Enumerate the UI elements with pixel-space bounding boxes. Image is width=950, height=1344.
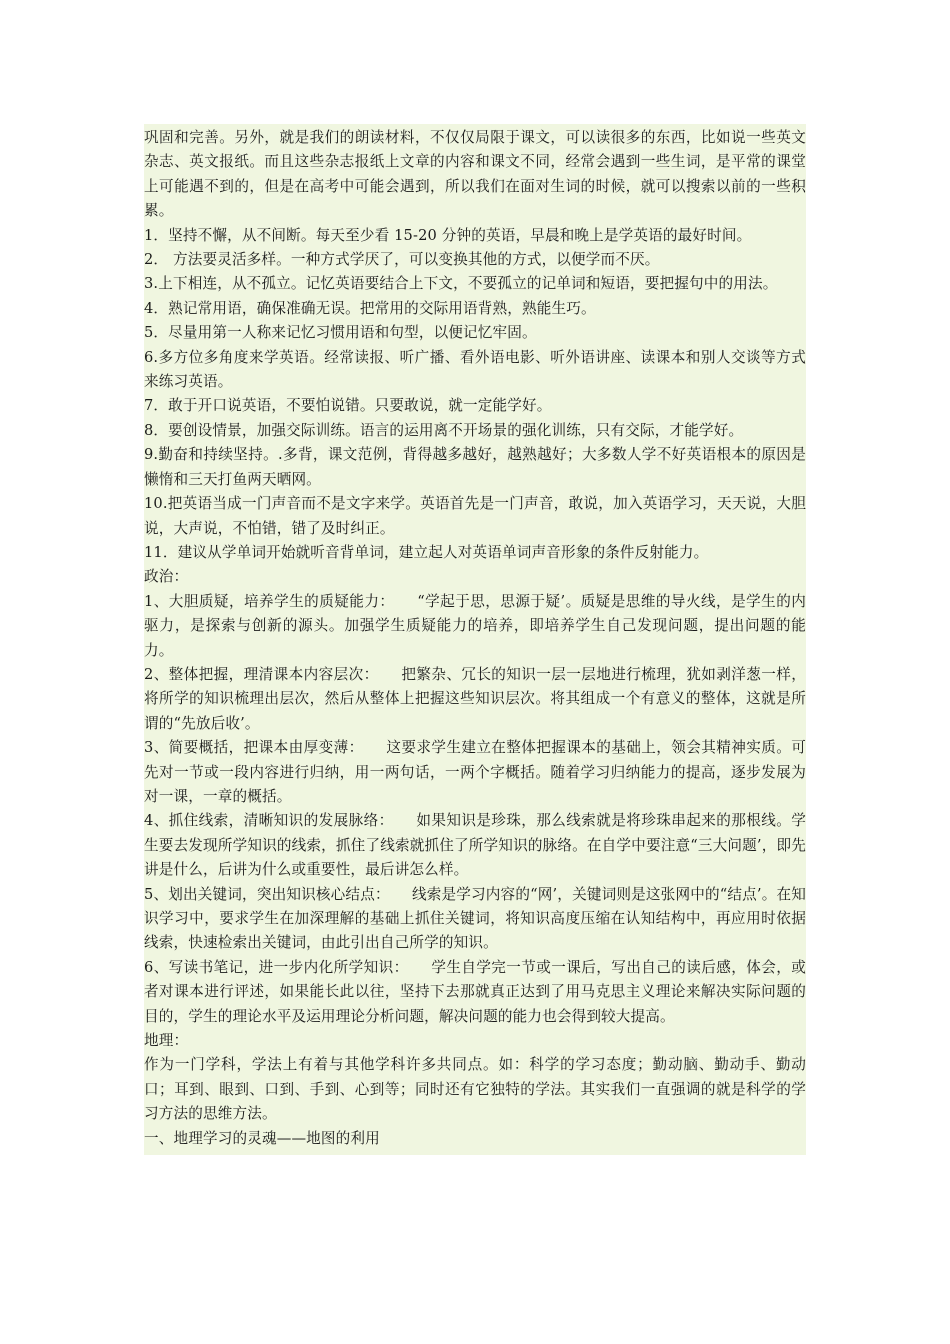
paragraph: 4、抓住线索，清晰知识的发展脉络： 如果知识是珍珠，那么线索就是将珍珠串起来的那根线。学生要去发现所学知识的线索，抓住了线索就抓住了所学知识的脉络。在自学中要注意“三大问题’，即先讲是什么，后讲为什么或重要性，最后讲怎么样。 [144,812,806,879]
paragraph: 6、写读书笔记，进一步内化所学知识： 学生自学完一节或一课后，写出自己的读后感，体会，或者对课本进行评述，如果能长此以往，坚持下去那就真正达到了用马克思主义理论来解决实际问题的目的，学生的理论水平及运用理论分析问题，解决问题的能力也会得到较大提高。 [144,958,806,1025]
paragraph: 5．尽量用第一人称来记忆习惯用语和句型，以便记忆牢固。 [144,324,537,342]
paragraph: 2． 方法要灵活多样。一种方式学厌了，可以变换其他的方式，以便学而不厌。 [144,251,660,269]
paragraph: 3.上下相连，从不孤立。记忆英语要结合上下文，不要孤立的记单词和短语，要把握句中的用法。 [144,275,778,293]
paragraph: 巩固和完善。另外，就是我们的朗读材料，不仅仅局限于课文，可以读很多的东西，比如说一些英文杂志、英文报纸。而且这些杂志报纸上文章的内容和课文不同，经常会遇到一些生词，是平常的课堂上可能遇不到的，但是在高考中可能会遇到，所以我们在面对生词的时候，就可以搜索以前的一些积累。 [144,129,806,220]
paragraph: 5、划出关键词，突出知识核心结点： 线索是学习内容的“网’，关键词则是这张网中的“结点’。在知识学习中，要求学生在加深理解的基础上抓住关键词，将知识高度压缩在认知结构中，再应用时依据线索，快速检索出关键词，由此引出自己所学的知识。 [144,885,806,952]
paragraph: 4．熟记常用语，确保准确无误。把常用的交际用语背熟，熟能生巧。 [144,299,596,317]
section-heading-politics: 政治： [144,568,189,586]
paragraph: 2、整体把握，理清课本内容层次： 把繁杂、冗长的知识一层一层地进行梳理，犹如剥洋葱一样，将所学的知识梳理出层次，然后从整体上把握这些知识层次。将其组成一个有意义的整体，这就是所谓的“先放后收’。 [144,665,806,732]
paragraph: 8．要创设情景，加强交际训练。语言的运用离不开场景的强化训练，只有交际，才能学好。 [144,421,744,439]
paragraph: 作为一门学科，学法上有着与其他学科许多共同点。如：科学的学习态度；勤动脑、勤动手、勤动口；耳到、眼到、口到、手到、心到等；同时还有它独特的学法。其实我们一直强调的就是科学的学习方法的思维方法。 [144,1056,806,1123]
subheading-map-usage: 一、地理学习的灵魂——地图的利用 [144,1129,380,1147]
section-heading-geography: 地理： [144,1032,189,1050]
paragraph: 6.多方位多角度来学英语。经常读报、听广播、看外语电影、听外语讲座、读课本和别人交谈等方式来练习英语。 [144,348,806,391]
paragraph: 10.把英语当成一门声音而不是文字来学。英语首先是一门声音，敢说，加入英语学习，天天说，大胆说，大声说，不怕错，错了及时纠正。 [144,495,806,537]
document-body [144,124,806,1155]
paragraph: 9.勤奋和持续坚持。.多背，课文范例，背得越多越好，越熟越好；大多数人学不好英语根本的原因是懒惰和三天打鱼两天晒网。 [144,446,806,488]
paragraph: 11．建议从学单词开始就听音背单词，建立起人对英语单词声音形象的条件反射能力。 [144,543,709,561]
paragraph: 3、简要概括，把课本由厚变薄： 这要求学生建立在整体把握课本的基础上，领会其精神实质。可先对一节或一段内容进行归纳，用一两句话，一两个字概括。随着学习归纳能力的提高，逐步发展为对一课，一章的概括。 [144,739,806,805]
paragraph: 1、大胆质疑，培养学生的质疑能力： “学起于思，思源于疑’。质疑是思维的导火线，是学生的内驱力，是探索与创新的源头。加强学生质疑能力的培养，即培养学生自己发现问题，提出问题的能力。 [144,592,806,659]
paragraph: 1．坚持不懈，从不间断。每天至少看 15-20 分钟的英语，早晨和晚上是学英语的最好时间。 [144,226,752,244]
paragraph: 7．敢于开口说英语，不要怕说错。只要敢说，就一定能学好。 [144,397,552,415]
